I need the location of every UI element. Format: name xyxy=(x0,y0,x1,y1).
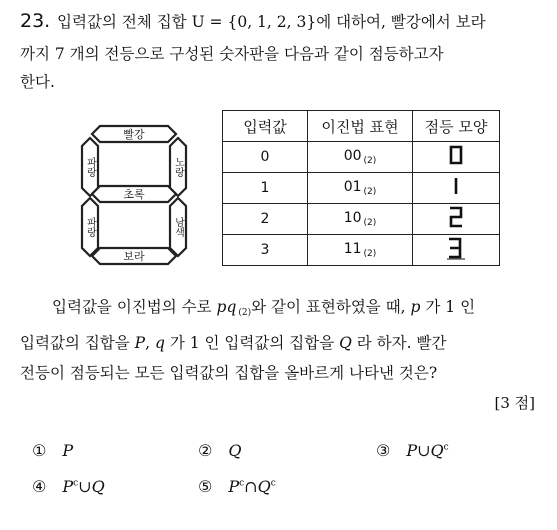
choice-2[interactable] xyxy=(198,441,241,460)
choice-mark: ④ xyxy=(32,477,47,496)
cell-shape xyxy=(413,204,500,235)
cell-binary xyxy=(308,142,413,173)
complement-sup: c xyxy=(239,478,245,489)
digit-shape-0 xyxy=(449,145,463,165)
var-Q: Q xyxy=(339,334,352,352)
choice-5[interactable] xyxy=(198,477,276,496)
question-number: 23. xyxy=(20,10,51,32)
choice-mark: ⑤ xyxy=(198,477,213,496)
segment-label-lower-right: 남색 xyxy=(172,217,184,237)
base-subscript: (2) xyxy=(363,156,377,166)
binary-value: 00 xyxy=(343,148,362,164)
cell-shape xyxy=(413,173,500,204)
choice-mark: ① xyxy=(32,441,47,460)
body-line-1 xyxy=(52,297,475,323)
binary-code-table xyxy=(222,110,500,266)
complement-sup: c xyxy=(270,478,276,489)
digit-shape-3 xyxy=(446,236,466,260)
choice-3[interactable] xyxy=(376,441,449,460)
base-subscript: (2) xyxy=(363,249,377,259)
base-subscript: (2) xyxy=(363,187,377,197)
header-shape: 점등 모양 xyxy=(413,111,500,142)
cell-binary xyxy=(308,235,413,266)
points-label: [3 점] xyxy=(494,394,535,412)
choice-text: ∪Q xyxy=(78,477,105,496)
choice-text: ∩Q xyxy=(244,477,271,496)
segment-label-lower-left: 파랑 xyxy=(84,217,96,237)
cell-binary xyxy=(308,173,413,204)
choice-1[interactable] xyxy=(32,441,73,460)
body-text: 라 하자. 빨간 xyxy=(356,334,447,352)
digit-shape-1 xyxy=(449,176,463,196)
cell-shape xyxy=(413,142,500,173)
choice-mark: ③ xyxy=(376,441,391,460)
table-row xyxy=(223,235,500,266)
choice-text: P xyxy=(62,441,74,460)
intro-line-1: 입력값의 전체 집합 U = {0, 1, 2, 3}에 대하여, 빨강에서 보라 xyxy=(57,13,486,31)
segment-label-bottom: 보라 xyxy=(123,250,145,263)
body-text: 입력값의 집합을 xyxy=(20,334,135,352)
body-text: 가 1 인 xyxy=(425,298,476,316)
cell-input: 0 xyxy=(223,142,308,173)
choice-text-pre: P xyxy=(62,477,74,496)
binary-value: 10 xyxy=(343,210,362,226)
segment-label-upper-left: 파랑 xyxy=(84,157,96,177)
body-text: , xyxy=(145,334,155,352)
header-input: 입력값 xyxy=(223,111,308,142)
seven-segment-diagram xyxy=(76,120,192,270)
body-line-3: 전등이 점등되는 모든 입력값의 집합을 올바르게 나타낸 것은? xyxy=(20,364,438,382)
digit-shape-2 xyxy=(448,206,464,228)
header-binary: 이진법 표현 xyxy=(308,111,413,142)
cell-input: 1 xyxy=(223,173,308,204)
body-text: 입력값을 이진법의 수로 xyxy=(52,298,217,316)
choice-mark: ② xyxy=(198,441,213,460)
complement-sup: c xyxy=(73,478,79,489)
body-line-2 xyxy=(20,333,446,353)
choice-text: P∪Q xyxy=(406,441,444,460)
body-text: 가 1 인 입력값의 집합을 xyxy=(169,334,340,352)
segment-label-upper-right: 노랑 xyxy=(172,157,184,177)
table-row xyxy=(223,173,500,204)
cell-shape xyxy=(413,235,500,266)
intro-line-2: 까지 7 개의 전등으로 구성된 숫자판을 다음과 같이 점등하고자 xyxy=(20,45,444,63)
choice-4[interactable] xyxy=(32,477,105,496)
segment-label-top: 빨강 xyxy=(123,128,145,141)
cell-input: 2 xyxy=(223,204,308,235)
cell-binary xyxy=(308,204,413,235)
complement-sup: c xyxy=(443,442,449,453)
var-p: p xyxy=(410,298,421,316)
var-P: P xyxy=(134,334,146,352)
table-header-row xyxy=(223,111,500,142)
choice-text-pre: P xyxy=(228,477,240,496)
cell-input: 3 xyxy=(223,235,308,266)
choice-text: Q xyxy=(228,441,242,460)
base-subscript: (2) xyxy=(363,218,377,228)
var-pq: pq xyxy=(216,298,237,316)
table-row xyxy=(223,142,500,173)
intro-line-3: 한다. xyxy=(20,73,55,91)
base-subscript: (2) xyxy=(238,308,252,318)
segment-label-middle: 초록 xyxy=(123,188,145,201)
var-q: q xyxy=(154,334,165,352)
table-row xyxy=(223,204,500,235)
body-text: 와 같이 표현하였을 때, xyxy=(251,298,411,316)
binary-value: 11 xyxy=(343,241,362,257)
binary-value: 01 xyxy=(343,179,362,195)
